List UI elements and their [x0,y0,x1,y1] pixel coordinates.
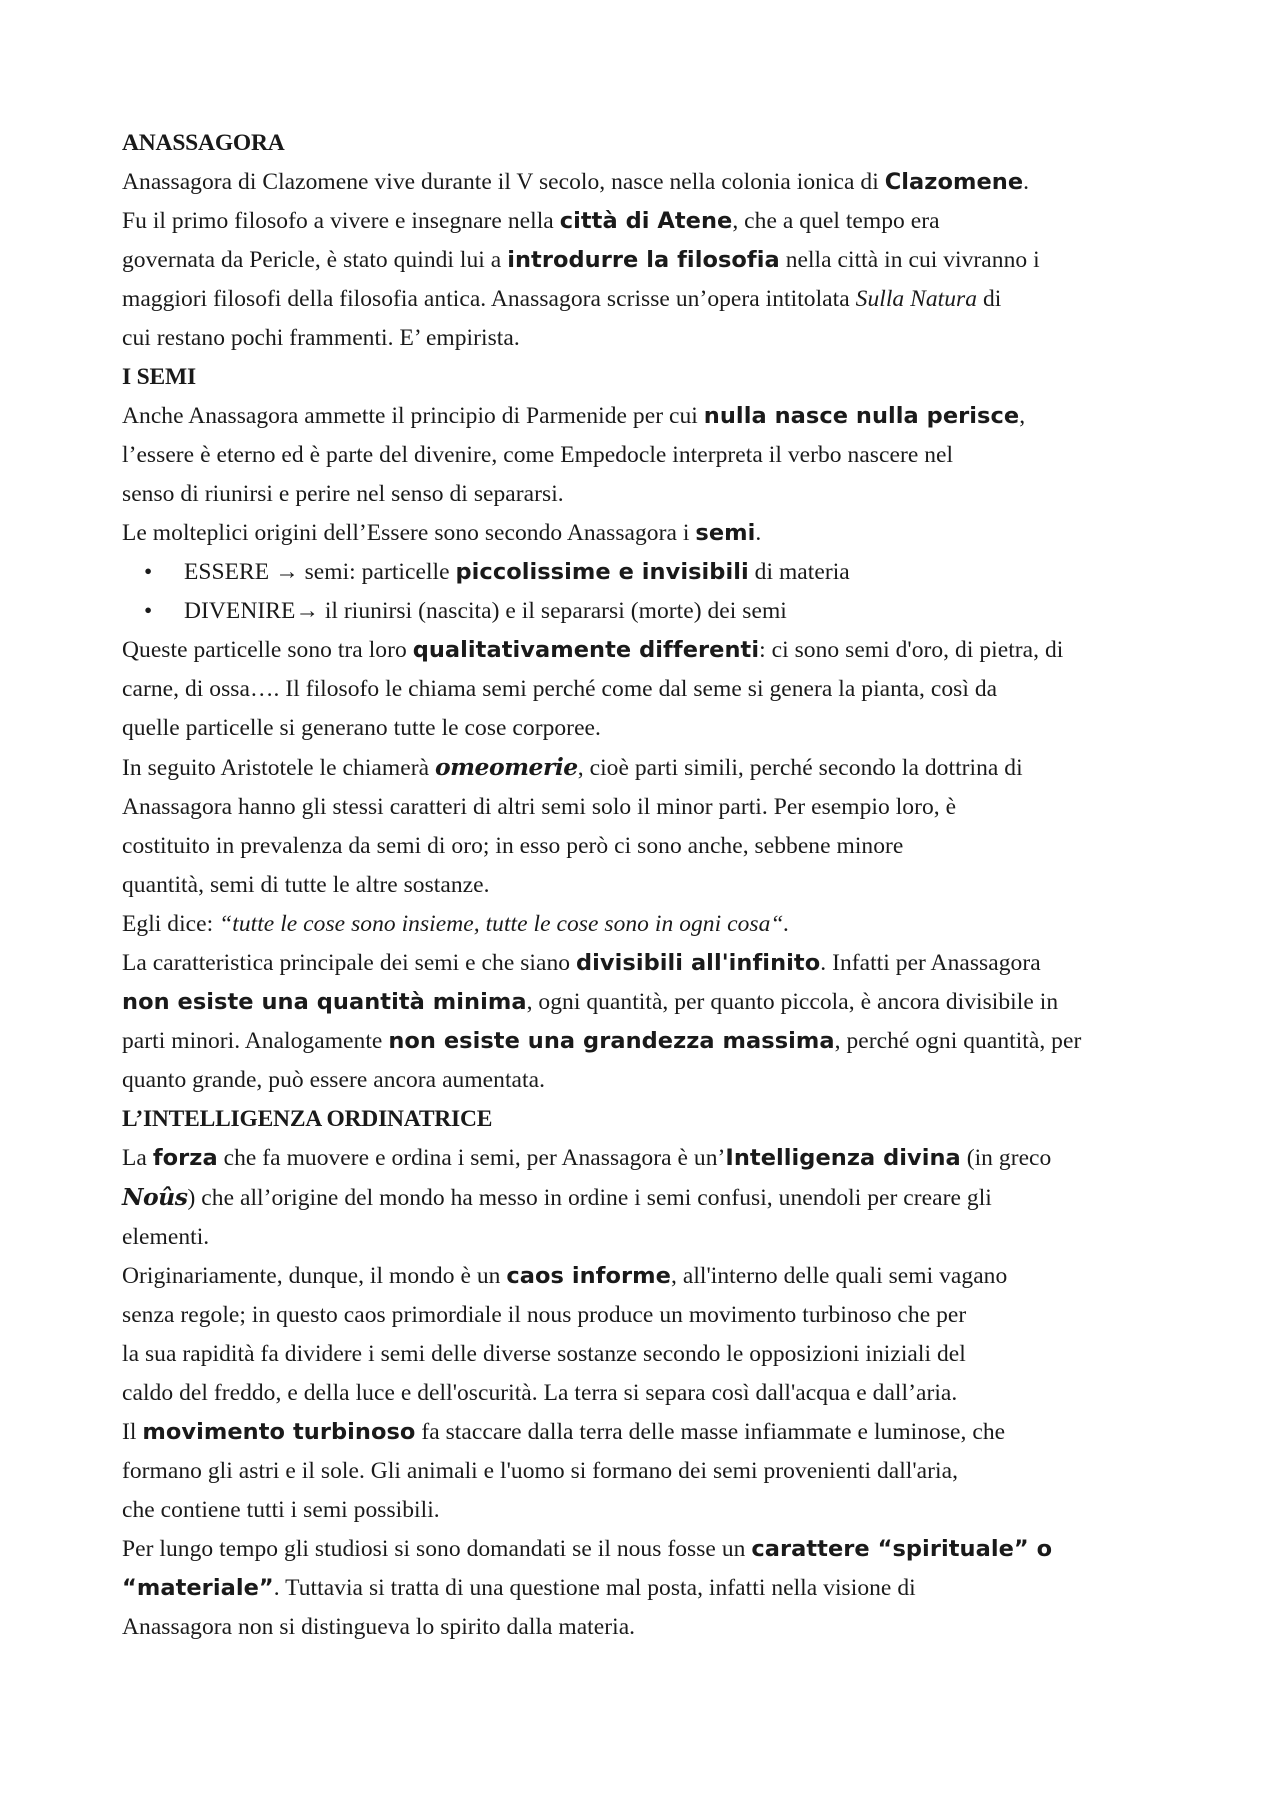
text: maggiori filosofi della filosofia antica. Anassagora scrisse un’opera intitolata [122,286,856,312]
intel-paragraph-4 [122,1530,1172,1647]
bold-text: caos informe [506,1263,671,1289]
semi-paragraph-3 [122,631,1172,748]
bold-italic-text: Noûs [122,1183,188,1211]
text: che fa muovere e ordina i semi, per Anassagora è un’ [217,1145,726,1171]
text: . Tuttavia si tratta di una questione mal posta, infatti nella visione di [273,1575,916,1601]
text: cui restano pochi frammenti. E’ empirista. [122,325,520,351]
text: , perché ogni quantità, per [834,1028,1082,1054]
semi-paragraph-6 [122,944,1172,1100]
bold-text: città di Atene [559,208,733,234]
text: Le molteplici origini dell’Essere sono secondo Anassagora i [122,520,696,546]
semi-paragraph-2 [122,514,1172,553]
text: elementi. [122,1224,210,1250]
text: l’essere è eterno ed è parte del divenire, come Empedocle interpreta il verbo nascere nel [122,442,954,468]
text: governata da Pericle, è stato quindi lui a [122,247,508,273]
bold-text: semi [695,520,756,546]
bold-text: “materiale” [122,1575,274,1601]
bold-text: forza [152,1145,218,1171]
intel-paragraph-2 [122,1257,1172,1413]
text: Anassagora hanno gli stessi caratteri di altri semi solo il minor parti. Per esempio loro, è [122,794,957,820]
text: Egli dice: [122,911,220,937]
text: quantità, semi di tutte le altre sostanze. [122,872,490,898]
text: . [1023,169,1030,195]
text: di [977,286,1002,312]
document-page [122,124,1172,1647]
bullet-item-divenire [122,592,1172,631]
text: DIVENIRE→ il riunirsi (nascita) e il separarsi (morte) dei semi [184,598,787,624]
text: caldo del freddo, e della luce e dell'oscurità. La terra si separa così dall'acqua e dall’aria. [122,1380,958,1406]
text: fa staccare dalla terra delle masse infiammate e luminose, che [415,1419,1006,1445]
bold-text: movimento turbinoso [142,1419,416,1445]
text: , all'interno delle quali semi vagano [670,1263,1008,1289]
text: Per lungo tempo gli studiosi si sono domandati se il nous fosse un [122,1536,752,1562]
title-intelligenza-ordinatrice: L’INTELLIGENZA ORDINATRICE [122,1106,493,1132]
semi-paragraph-1 [122,397,1172,514]
semi-bullet-list [122,553,1172,631]
italic-text: Sulla Natura [855,286,978,312]
bullet-dot-icon: • [144,598,153,624]
text: La caratteristica principale dei semi e che siano [122,950,577,976]
text: ) che all’origine del mondo ha messo in ordine i semi confusi, unendoli per creare gli [187,1185,992,1211]
text: nella città in cui vivranno i [779,247,1040,273]
text: carne, di ossa…. Il filosofo le chiama semi perché come dal seme si genera la pianta, così da [122,676,998,702]
intel-paragraph-3 [122,1413,1172,1530]
italic-quote: “tutte le cose sono insieme, tutte le cose sono in ogni cosa“. [219,911,790,937]
bold-text: Intelligenza divina [725,1145,961,1171]
semi-paragraph-5 [122,905,1172,944]
text: ESSERE → semi: particelle [184,559,456,585]
text: costituito in prevalenza da semi di oro; in esso però ci sono anche, sebbene minore [122,833,904,859]
intel-paragraph-1 [122,1139,1172,1257]
text: Anassagora non si distingueva lo spirito dalla materia. [122,1614,636,1640]
text: Queste particelle sono tra loro [122,637,413,663]
title-anassagora: ANASSAGORA [122,130,285,156]
text: (in greco [960,1145,1052,1171]
intro-paragraph [122,163,1172,358]
text: In seguito Aristotele le chiamerà [122,755,435,781]
bold-text: nulla nasce nulla perisce [703,403,1020,429]
text: formano gli astri e il sole. Gli animali e l'uomo si formano dei semi provenienti dall'aria, [122,1458,959,1484]
bold-text: Clazomene [884,169,1024,195]
text: , ogni quantità, per quanto piccola, è ancora divisibile in [526,989,1059,1015]
text: Il [122,1419,143,1445]
text: , cioè parti simili, perché secondo la dottrina di [577,755,1023,781]
text: la sua rapidità fa dividere i semi delle diverse sostanze secondo le opposizioni iniziali del [122,1341,966,1367]
text: , che a quel tempo era [732,208,940,234]
text: di materia [748,559,850,585]
bullet-dot-icon: • [144,559,153,585]
bold-text: piccolissime e invisibili [455,559,749,585]
text: , [1019,403,1026,429]
bold-text: divisibili all'infinito [576,950,821,976]
bold-text: introdurre la filosofia [507,247,780,273]
text: che contiene tutti i semi possibili. [122,1497,440,1523]
title-i-semi: I SEMI [122,364,196,390]
bold-text: non esiste una grandezza massima [388,1028,835,1054]
bullet-item-essere [122,553,1172,592]
text: quanto grande, può essere ancora aumentata. [122,1067,546,1093]
text: senso di riunirsi e perire nel senso di separarsi. [122,481,564,507]
text: senza regole; in questo caos primordiale il nous produce un movimento turbinoso che per [122,1302,967,1328]
bold-text: qualitativamente differenti [412,637,760,663]
text: parti minori. Analogamente [122,1028,389,1054]
bold-text: carattere “spirituale” o [751,1536,1053,1562]
semi-paragraph-4 [122,748,1172,905]
text: : ci sono semi d'oro, di pietra, di [759,637,1064,663]
text: . [755,520,762,546]
text: Fu il primo filosofo a vivere e insegnare nella [122,208,560,234]
text: Anche Anassagora ammette il principio di Parmenide per cui [122,403,704,429]
text: quelle particelle si generano tutte le cose corporee. [122,715,601,741]
text: . Infatti per Anassagora [820,950,1041,976]
bold-text: non esiste una quantità minima [122,989,527,1015]
text: Originariamente, dunque, il mondo è un [122,1263,507,1289]
bold-italic-text: omeomerie [434,753,578,781]
text: La [122,1145,153,1171]
text: Anassagora di Clazomene vive durante il V secolo, nasce nella colonia ionica di [122,169,885,195]
